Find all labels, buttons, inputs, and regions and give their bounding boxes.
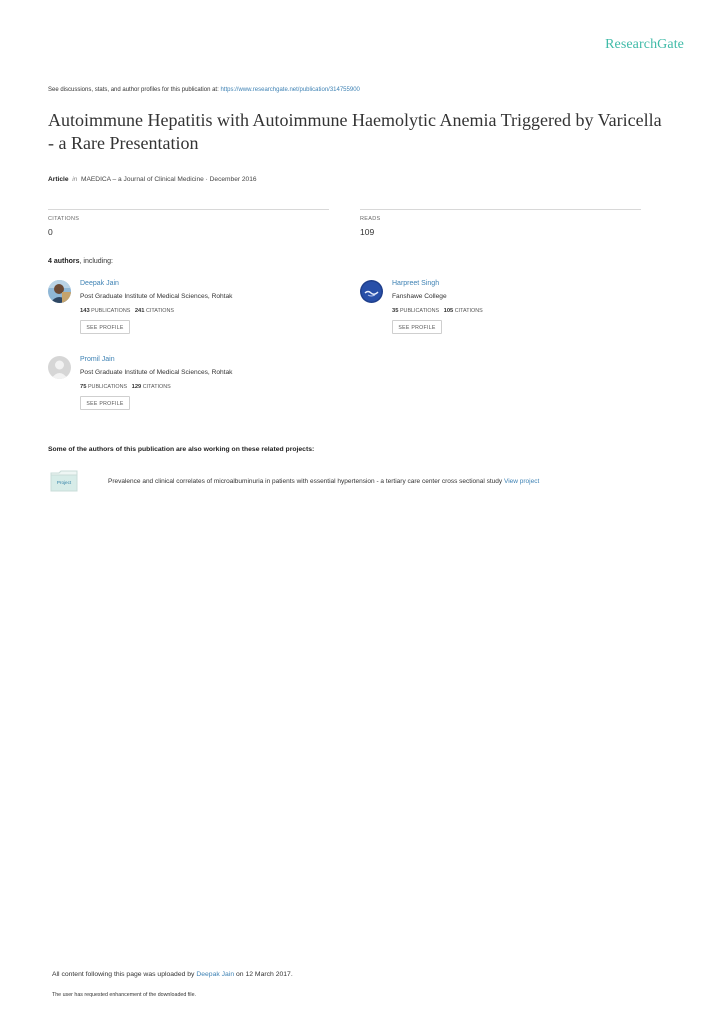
publications-count: 35: [392, 308, 399, 314]
upload-prefix: All content following this page was uploaded by: [52, 971, 195, 978]
discussions-line: [48, 87, 360, 93]
article-type: Article: [48, 176, 69, 183]
publications-label: PUBLICATIONS: [399, 308, 440, 314]
researchgate-logo[interactable]: ResearchGate: [605, 37, 684, 52]
author-counts: [392, 308, 483, 314]
authors-header: [48, 258, 113, 265]
journal-name[interactable]: MAEDICA – a Journal of Clinical Medicine · December 2016: [81, 176, 257, 183]
default-user-avatar-icon[interactable]: [48, 356, 71, 379]
see-profile-button[interactable]: SEE PROFILE: [80, 320, 130, 334]
citations-count-label: CITATIONS: [145, 308, 174, 314]
author-counts: [80, 308, 174, 314]
project-item: [108, 478, 539, 485]
author-name[interactable]: Harpreet Singh: [392, 280, 440, 287]
related-projects-header: Some of the authors of this publication are also working on these related projects:: [48, 446, 315, 453]
citations-count: 105: [443, 308, 454, 314]
citations-count: 129: [131, 384, 142, 390]
citations-value: 0: [48, 227, 53, 237]
author-avatar-icon[interactable]: [360, 280, 383, 303]
citations-divider: [48, 209, 329, 210]
citations-count: 241: [134, 308, 145, 314]
author-counts: [80, 384, 171, 390]
author-card-promil-jain: [48, 356, 338, 418]
citations-label: CITATIONS: [48, 216, 80, 222]
upload-note: [52, 971, 293, 978]
author-institution: Fanshawe College: [392, 293, 447, 300]
enhancement-note: The user has requested enhancement of the downloaded file.: [52, 992, 196, 998]
citations-count-label: CITATIONS: [142, 384, 171, 390]
see-profile-button[interactable]: SEE PROFILE: [80, 396, 130, 410]
publication-url-link[interactable]: https://www.researchgate.net/publication/314755900: [220, 87, 360, 93]
citations-count-label: CITATIONS: [454, 308, 483, 314]
publications-label: PUBLICATIONS: [91, 308, 131, 314]
see-profile-button[interactable]: SEE PROFILE: [392, 320, 442, 334]
discussions-text: See discussions, stats, and author profiles for this publication at:: [48, 87, 219, 93]
reads-value: 109: [360, 227, 375, 237]
upload-suffix: on 12 March 2017.: [236, 971, 293, 978]
authors-suffix: , including:: [79, 258, 113, 265]
publications-count: 75: [80, 384, 87, 390]
project-folder-icon[interactable]: [50, 470, 78, 492]
publications-label: PUBLICATIONS: [87, 384, 128, 390]
author-card-deepak-jain: [48, 280, 338, 342]
author-avatar-icon[interactable]: [48, 280, 71, 303]
uploader-link[interactable]: Deepak Jain: [196, 971, 235, 978]
author-name[interactable]: Promil Jain: [80, 356, 115, 363]
article-in: in: [72, 176, 78, 183]
authors-count: 4 authors: [48, 258, 80, 265]
author-institution: Post Graduate Institute of Medical Sciences, Rohtak: [80, 293, 233, 300]
author-card-harpreet-singh: [360, 280, 650, 342]
author-institution: Post Graduate Institute of Medical Sciences, Rohtak: [80, 369, 233, 376]
project-description: Prevalence and clinical correlates of microalbuminuria in patients with essential hypertension - a tertiary care center cross sectional study: [108, 478, 503, 485]
author-name[interactable]: Deepak Jain: [80, 280, 119, 287]
publication-title: Autoimmune Hepatitis with Autoimmune Haemolytic Anemia Triggered by Varicella - a Rare Presentation: [48, 110, 662, 153]
view-project-link[interactable]: View project: [503, 478, 540, 485]
article-meta: [48, 176, 257, 183]
publications-count: 143: [80, 308, 90, 314]
project-icon-label: Project: [56, 480, 72, 485]
reads-divider: [360, 209, 641, 210]
reads-label: READS: [360, 216, 381, 222]
